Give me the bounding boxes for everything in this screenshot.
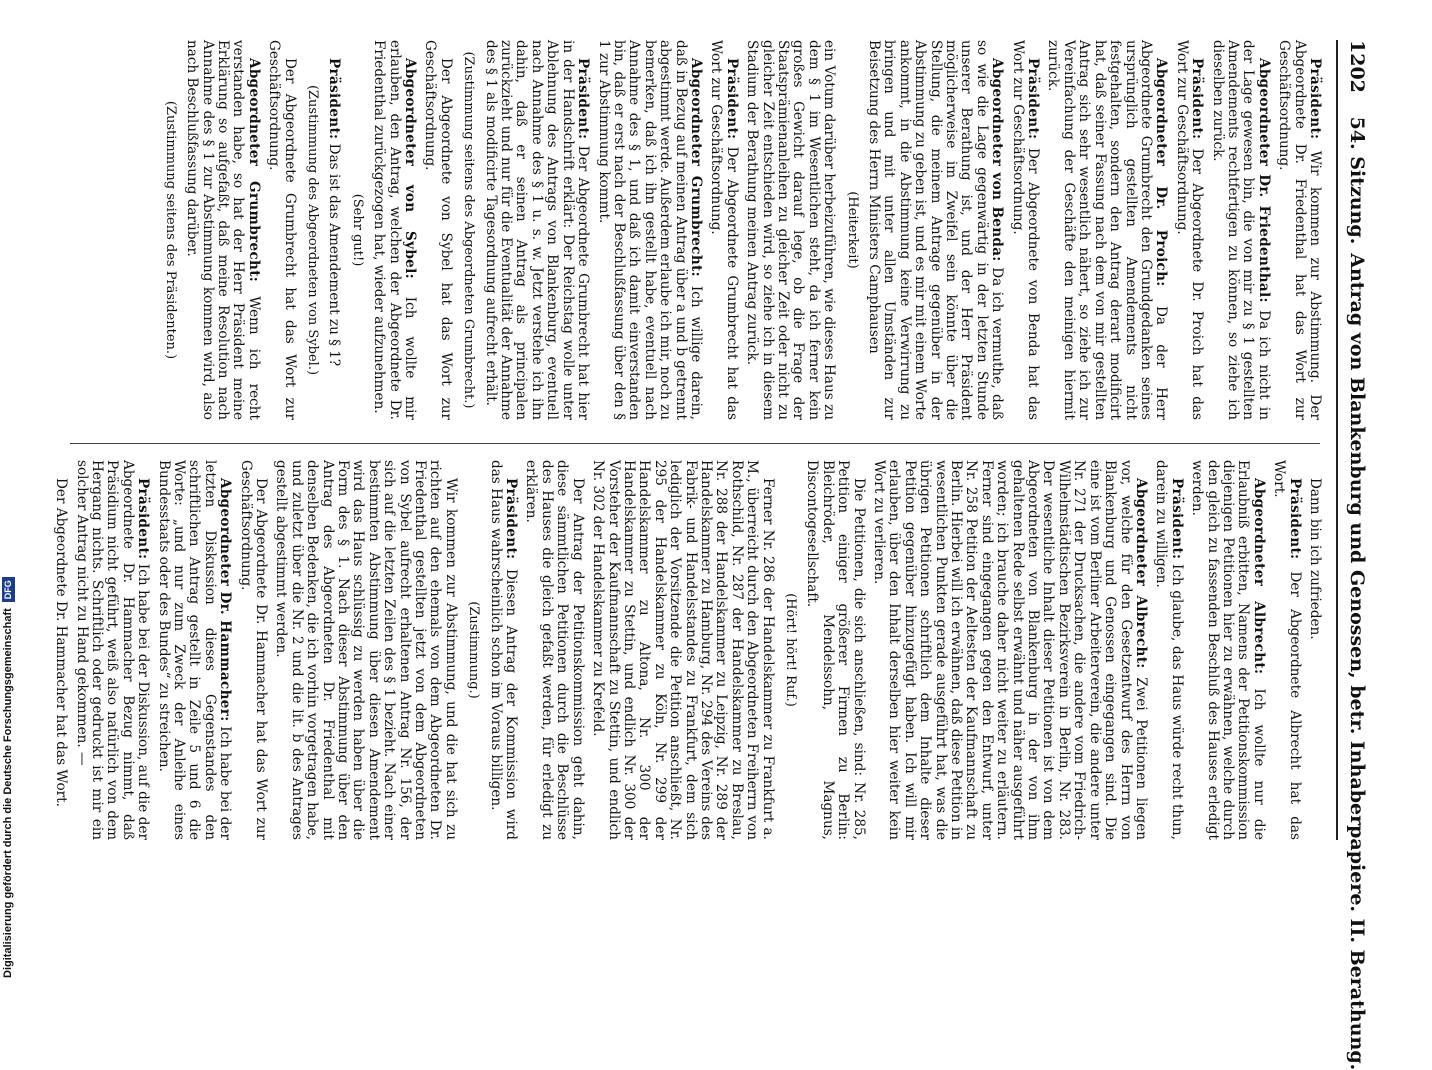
paragraph-text: Der Antrag der Petitionskommission geht dahin, diese sämmtlichen Petitionen durch die Beschlüsse des Hauses die gleich gefaßt werden, für erledigt zu erklären. [523,460,586,840]
speaker-name: Abgeordneter Dr. Proich: [1153,58,1170,287]
paragraph-text: Ich wollte nur die Erlaubniß erbitten, Namens der Petitionskommission diejenigen Petitionen hier zu erwähnen, welche durch den gleich zu fassenden Beschluß des Hauses erledigt werden. [1189,460,1267,840]
paragraph-text: Der Abgeordnete Grumbrecht hat das Wort zur Geschäftsordnung. [708,40,740,420]
paragraph-text: Ich glaube, das Haus würde recht thun, darein zu willigen. [1153,460,1185,841]
interjection: (Zustimmung des Abgeordneten von Sybel.) [305,84,321,376]
paragraph [871,460,1148,840]
paragraph [371,40,417,420]
paragraph-text: Wir kommen zur Abstimmung, und die hat sich zu richten auf den ehemals von dem Abgeordneten Dr. Friedenthal gestellten jetzt von dem Abgeordneten von Sybel aufrecht erhaltenen Antrag Nr. 156, der sich auf die letzten Zeilen des § 1 bezieht. Nach einer bestimmten Abstimmung über diesen Amendement wird das Haus schlüssig zu werden haben über die Form des § 1. Nach dieser Abstimmung über den Antrag des Abgeordneten Dr. Friedenthal mit denselben Bedenken, die ich vorhin vorgetragen habe, und zuletzt über die Nr. 2 und die lit. b des Antrages gestellt abgestimmt werden. [273,460,459,840]
paragraph [708,40,739,420]
session-label: 54. Sitzung. [1346,116,1368,245]
speaker-name: Präsident: [326,58,343,140]
speaker-name: Präsident: [1307,58,1323,140]
interjection: (Sehr gut!) [349,193,365,267]
paragraph-text: Ich habe bei der letzten Diskussion dieses Gegenstandes den schriftlichen Antrag gestellt in Zeile 5 und 6 die Worte: „und nur zum Zweck der Anleihe eines Bundesstaats oder des Bundes“ zu streichen. [155,460,234,840]
paragraph [1209,40,1271,420]
paragraph [866,40,1005,420]
paragraph-text: Diesen Antrag der Kommission wird das Haus wahrscheinlich schon im Voraus billigen. [487,460,520,840]
paragraph [595,40,703,420]
column-divider [70,443,1320,444]
paragraph [523,460,585,840]
paragraph-text: Dann bin ich zufrieden. [1307,478,1323,640]
paragraph [1271,460,1302,840]
paragraph-text: Die Petitionen, die sich anschließen, sind: Nr. 285, Petition einiger größerer Firmen zu Berlin: Bleichröder, Mendelssohn, Magnus, Discontogesellschaft. [804,460,867,840]
paragraph [804,460,866,840]
paragraph-text: Ferner Nr. 286 der Handelskammer zu Frankfurt a. M., überreicht durch den Abgeordneten Freiherrn von Rothschild, Nr. 287 der Handelskammer zu Breslau, Nr. 288 der Handelskammer zu Leipzig, Nr. 289 der Handelskammer zu Hamburg, Nr. 294 des Vereins des Fabrik- und Handelsstandes zu Frankfurt, dem sich lediglich der Vorsitzende die Petition anschließt, Nr. 295 der Handelskammer zu Köln, Nr. 299 der Handelskammer zu Altona, Nr. 300 der Handelskammer zu Stettin, und endlich Nr. 300 der Vorsteher der Kaufmannschaft zu Stettin, und endlich Nr. 302 der Handelskammer zu Krefeld. [590,460,776,840]
footer-text: Digitalisierung gefördert durch die Deutsche Forschungsgemeinschaft [2,608,14,978]
speaker-name: Präsident: [1189,58,1206,140]
paragraph [1276,40,1322,420]
paragraph-text: Der Abgeordnete Dr. Hammacher hat das Wort. [53,478,70,807]
paragraph-text: Ich habe bei der Diskussion, auf die der Abgeordnete Dr. Hammacher Bezug nimmt, daß Präsidium nicht geführt, weiß also natürlich von dem Hergang nichts. Schriftlich oder gedruckt ist mir ein solcher Antrag nicht zu Hand gekommen. — [73,460,152,840]
interjection: (Heiterkeit) [844,191,860,269]
paragraph-text: Der Abgeordnete Dr. Hammacher hat das Wort zur Geschäftsordnung. [237,460,269,840]
paragraph [1307,460,1322,840]
digitization-footer [0,0,16,978]
speaker-name: Abgeordneter Albrecht: [1250,478,1267,675]
paragraph-text: Der Abgeordnete Grumbrecht hat das Wort zur Geschäftsordnung. [266,40,298,420]
paragraph [73,460,150,840]
document-page [2,0,1432,1070]
paragraph [326,40,341,420]
paragraph-text: Wir kommen zur Abstimmung. Der Abgeordnete Dr. Friedenthal hat das Wort zur Geschäftsordnung. [1276,40,1323,421]
paragraph [53,460,68,840]
page-title: Antrag von Blankenburg und Genossen, betr. Inhaberpapiere. II. Berathung. [1346,253,1368,1070]
interjection: (Zustimmung.) [466,601,482,699]
dfg-logo: DFG [2,577,15,602]
right-column [53,460,1323,841]
paragraph-text: Der Abgeordnete Dr. Proich hat das Wort zur Geschäftsordnung. [1173,40,1206,420]
paragraph [273,460,458,840]
paragraph-text: Zwei Petitionen liegen vor, welche für den Gesetzentwurf des Herrn von Blankenburg und Genossen eingegangen sind. Die eine ist vom Berliner Arbeiterverein, die andere unter Nr. 271 der Drucksachen, die andere vom Friedrich-Wilhelmstädtischen Bezirksverein in Berlin, Nr. 283. Der wesentliche Inhalt dieser Petitionen ist von dem Abgeordneten von Blankenburg in der von ihm gehaltenen Rede selbst erwähnt und näher ausgeführt worden; ich brauche daher nicht weiter zu erläutern. Ferner sind eingegangen gegen den Entwurf, unter Nr. 258 Petition der Aeltesten der Kaufmannschaft zu Berlin. Hierbei will ich erwähnen, daß diese Petition in wesentlichen Punkten gerade ausgeführt hat, was die übrigen Petitionen schriftlich dem Inhalte dieser Petition gegenüber hinzugefügt haben. Ich will mir erlauben, über den Inhalt derselben hier weiter kein Wort zu verlieren. [871,460,1149,840]
speaker-name: Präsident: [1286,478,1303,560]
speaker-name: Abgeordneter Grumbrecht: [687,58,704,277]
speaker-name: Abgeordneter von Sybel: [402,58,419,279]
paragraph-text: Da der Herr Abgeordnete Grumbrecht den Grundgedanken seines ursprünglich gestellten Amendements nicht festgehalten, sondern den Antrag derart modificirt hat, daß seiner Fassung nach dem von mir gestellten Antrag sich sehr wesentlich nähert, so ziehe ich zur Vereinfachung der Geschäfte den meinigen hiermit zurück. [1045,40,1170,420]
paragraph-text: Das ist das Amendement zu § 1? [326,143,343,367]
paragraph [1153,460,1184,840]
paragraph [1045,40,1168,420]
paragraph [590,460,775,840]
paragraph-text: Der Abgeordnete Grumbrecht hat hier in der Handschrift erklärt: Der Reichstag wolle unter Ablehnung des Antrags von Blankenburg, eventuell nach Annahme des § 1 u. s. w. Jetzt verstehe ich ihn dahin, daß er seinen Antrag als principalen zurückzieht und nur für die Eventualität der Annahme des § 1 als modificirte Tagesordnung aufrecht erhält. [482,40,592,421]
page-number: 1202 [1346,40,1368,93]
running-head [1342,40,1372,1070]
speaker-name: Präsident: [135,478,152,560]
paragraph [482,40,590,420]
header-rule [1336,40,1338,840]
paragraph-text: Da ich nicht in der Lage gewesen bin, die von mir zu § 1 gestellten Amendements rechtfertigen zu können, so ziehe ich dieselben zurück. [1209,40,1272,420]
speaker-name: Präsident: [503,478,520,560]
paragraph [1173,40,1204,420]
speaker-name: Abgeordneter von Benda: [989,58,1006,262]
paragraph-text: Ich wollte mir erlauben, den Antrag, welchen der Abgeordnete Dr. Friedenthal zurückgezogen hat, wieder aufzunehmen. [371,40,419,421]
paragraph-text: Der Abgeordnete von Sybel hat das Wort zur Geschäftsordnung. [422,40,454,420]
speaker-name: Präsident: [723,58,740,140]
speaker-name: Abgeordneter Grumbrecht: [245,58,262,283]
paragraph [237,460,268,840]
paragraph [1189,460,1266,840]
paragraph-text: Der Abgeordnete von Benda hat das Wort zur Geschäftsordnung. [1009,40,1042,420]
paragraph [744,40,836,420]
paragraph [422,40,453,420]
paragraph-text: Der Abgeordnete Albrecht hat das Wort. [1271,460,1303,840]
paragraph-text: Da ich vermuthe, daß so wie die Lage gegenwärtig in der letzten Stunde unserer Berathung ist, und der Herr Präsident möglicherweise im Zweifel sein könnte über die Stellung, die meinem Antrage gegenüber in der Abstimmung zu geben ist, und es mir mit einem Worte ankommt, in die Abstimmung keine Verwirrung zu bringen und mit unter allen Umständen zur Beisetzung des Herrn Ministers Camphausen [866,40,1006,420]
speaker-name: Abgeordneter Dr. Friedenthal: [1255,58,1272,303]
speaker-name: Abgeordneter Albrecht: [1132,478,1149,669]
paragraph-text: ein Votum darüber herbeizuführen, wie dieses Haus zu dem § 1 im Wesentlichen steht, da ich ferner kein großes Gewicht darauf lege, ob die Frage der Staatsprämienanleihen zu gleicher Zeit oder nicht zu gleicher Zeit entschieden wird, so ziehe ich in diesem Stadium der Berathung meinen Antrag zurück. [744,40,838,420]
paragraph-text: Wenn ich recht verstanden habe, so hat der Herr Präsident meine Erklärung so aufgefaßt, daß meine Resolution nach Annahme des § 1 zur Abstimmung kommen wird, also nach Beschlußfassung darüber. [184,40,262,420]
interjection: (Zustimmung seitens des Präsidenten.) [162,100,178,360]
speaker-name: Abgeordneter Dr. Hammacher: [217,478,234,722]
paragraph [155,460,232,840]
paragraph [487,460,518,840]
paragraph-text: Ich willige darein, daß in Bezug auf meinen Antrag über a und b getrennt abgestimmt werde. Außerdem erlaube ich mir, noch zu bemerken, daß ich ihn gestellt habe, eventuell nach Annahme des § 1, und daß ich damit einverstanden bin, daß er erst nach der Beschlußfassung über den § 1 zur Abstimmung kommt. [595,40,704,420]
interjection: (Zustimmung seitens des Abgeordneten Grumbrecht.) [461,51,477,409]
interjection: (Hört! hört! Ruf.) [783,593,798,707]
paragraph [184,40,261,420]
paragraph [1009,40,1040,420]
left-column [62,40,1322,420]
speaker-name: Präsident: [575,58,592,140]
speaker-name: Präsident: [1025,58,1042,140]
speaker-name: Präsident: [1168,478,1185,560]
paragraph [266,40,297,420]
